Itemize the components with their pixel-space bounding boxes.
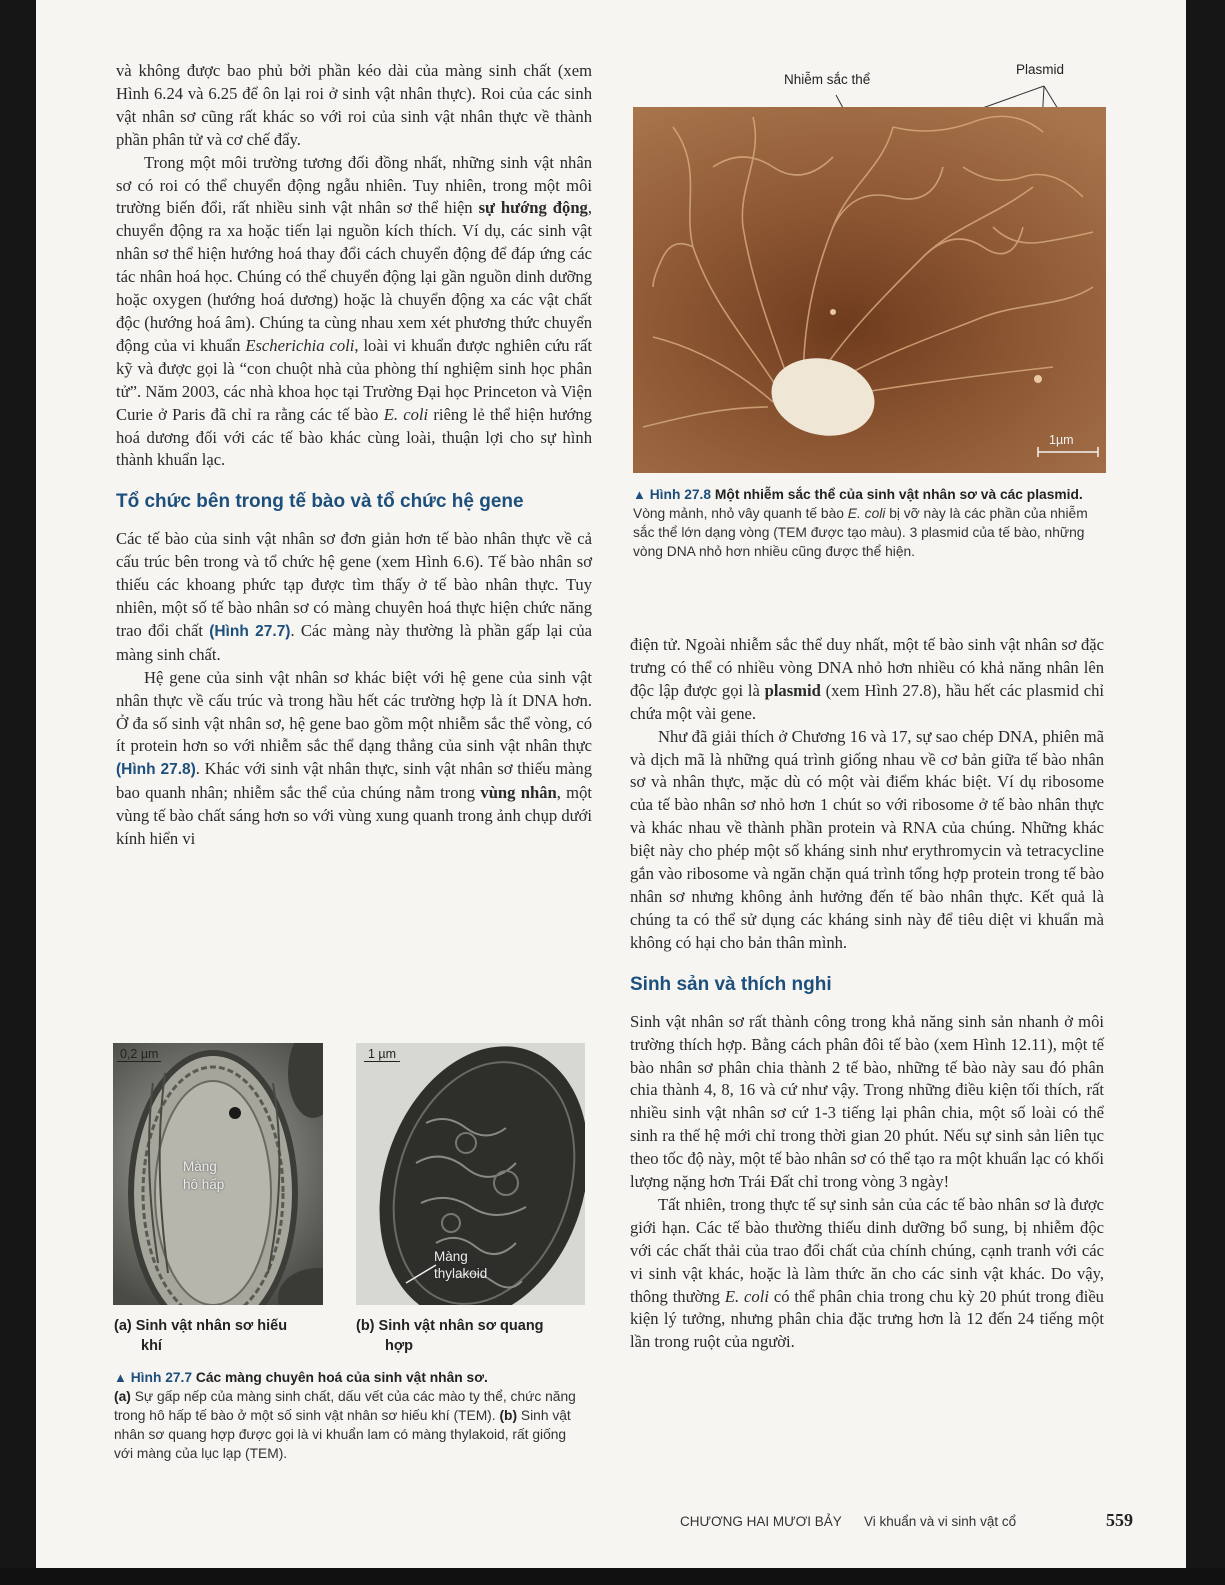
key-term: plasmid [764, 680, 821, 700]
label-chromosome: Nhiễm sắc thể [784, 72, 871, 87]
figure-caption-27-8: ▲ Hình 27.8 Một nhiễm sắc thể của sinh vật nhân sơ và các plasmid. Vòng mảnh, nhỏ vây quanh tế bào E. coli bị vỡ này là các phần của nhiễm sắc thể lớn dạng vòng (TEM được tạo màu). 3 plasmid của tế bào, những vòng DNA nhỏ hơn nhiều cũng được thể hiện. [633, 487, 1088, 559]
paragraph: Như đã giải thích ở Chương 16 và 17, sự sao chép DNA, phiên mã và dịch mã là những quá trình giống nhau về cơ bản giữa tế bào nhân sơ và nhân thực, mặc dù có một vài điểm khác biệt. Ví dụ ribosome của tế bào nhân sơ nhỏ hơn 1 chút so với ribosome ở tế bào nhân thực và khác nhau về thành phần protein và RNA của chúng. Những khác biệt này cho phép một số kháng sinh như erythromycin và tetracycline gắn vào ribosome và ngăn chặn quá trình tổng hợp protein trong tế bào nhân sơ nhưng không ảnh hưởng đến tế bào nhân thực. Kết quả là chúng ta có thể sử dụng các kháng sinh này để tiêu diệt vi khuẩn mà không có hại cho bản thân mình. [630, 726, 1104, 952]
scan-border-left [0, 0, 36, 1585]
figure-reference[interactable]: (Hình 27.7) [209, 622, 291, 640]
section-heading: Sinh sản và thích nghi [630, 973, 832, 995]
paragraph: Sinh vật nhân sơ rất thành công trong khả năng sinh sản nhanh ở môi trường thích hợp. Bằng cách phân đôi tế bào (xem Hình 12.11), một tế bào nhân sơ phân chia thành 2 tế bào, những tế bào này sau đó phân chia thành 4, 8, 16 và cứ như vậy. Trong những điều kiện tối thích, rất nhiều sinh vật nhân sơ cứ 1-3 tiếng lại phân chia, một số loài có thể sinh ra thế hệ mới chỉ trong thời gian 20 phút. Nếu sự sinh sản liên tục theo tốc độ này, một tế bào nhân sơ có thể tạo ra một khuẩn lạc có khối lượng nặng hơn Trái Đất chỉ trong vòng 3 ngày! [630, 1011, 1104, 1192]
section-heading: Tổ chức bên trong tế bào và tổ chức hệ gene [116, 491, 524, 513]
species-name: Escherichia coli [245, 335, 355, 355]
subfigure-label-b: (b) Sinh vật nhân sơ quang hợp [356, 1318, 544, 1354]
paragraph: Trong một môi trường tương đối đồng nhất, những sinh vật nhân sơ có roi có thể chuyển động ngẫu nhiên. Tuy nhiên, trong một môi trường biến đổi, rất nhiều sinh vật nhân sơ thể hiện sự hướng động, chuyển động ra xa hoặc tiến lại nguồn kích thích. Ví dụ, các sinh vật nhân sơ thể hiện hướng hoá thay đổi cách chuyển động để đáp ứng các tác nhân hoá học. Chúng có thể chuyển động lại gần nguồn dinh dưỡng hoặc oxygen (hướng hoá dương) hoặc là chuyển động xa các vật chất độc (hướng hoá âm). Chúng ta cùng nhau xem xét phương thức chuyển động của vi khuẩn Escherichia coli, loài vi khuẩn được nghiên cứu rất kỹ và được gọi là “con chuột nhà của phòng thí nghiệm sinh học phân tử”. Năm 2003, các nhà khoa học tại Trường Đại học Princeton và Viện Curie ở Paris đã chỉ ra rằng các tế bào E. coli riêng lẻ thể hiện hướng hoá dương đối với các tế bào khác cùng loài, thuận lợi cho sự hình thành khuẩn lạc. [116, 152, 593, 470]
book-page [36, 0, 1186, 1568]
paragraph: và không được bao phủ bởi phần kéo dài của màng sinh chất (xem Hình 6.24 và 6.25 để ôn lại roi ở sinh vật nhân thực). Roi của các sinh vật nhân sơ cũng rất khác so với roi của sinh vật nhân thực về thành phần phân tử và cơ chế đẩy. [116, 61, 592, 149]
scale-bar: 0,2 µm [117, 1047, 161, 1062]
micrograph-photosynthetic-prokaryote [356, 1043, 585, 1305]
micrograph-aerobic-prokaryote [113, 1043, 323, 1305]
key-term: vùng nhân [480, 783, 557, 803]
paragraph: điện tử. Ngoài nhiễm sắc thể duy nhất, một tế bào sinh vật nhân sơ đặc trưng có thể có nhiều vòng DNA nhỏ hơn nhiều có khả năng nhân lên độc lập được gọi là plasmid (xem Hình 27.8), hầu hết các plasmid chỉ chứa một vài gene. [630, 635, 1104, 723]
micrograph-chromosome-plasmids [633, 107, 1106, 473]
label-plasmid: Plasmid [1016, 62, 1065, 77]
caption-marker-icon: ▲ [114, 1370, 127, 1385]
footer-chapter: CHƯƠNG HAI MƯƠI BẢY [680, 1514, 842, 1529]
figure-reference[interactable]: (Hình 27.8) [116, 761, 196, 779]
page-number: 559 [1106, 1510, 1133, 1530]
paragraph: Tất nhiên, trong thực tế sự sinh sản của các tế bào nhân sơ là được giới hạn. Các tế bào thường thiếu dinh dưỡng bổ sung, bị nhiễm độc với các chất thải của trao đổi chất của chính chúng, cạnh tranh với các vi sinh vật khác, hoặc là làm thức ăn cho các sinh vật khác. Do vậy, thông thường E. coli có thể phân chia trong chu kỳ 20 phút trong điều kiện lý tưởng, nhưng phân chia đặc trưng hơn là 12 đến 24 tiếng một lần trong ruột của người. [630, 1194, 1104, 1352]
paragraph: Hệ gene của sinh vật nhân sơ khác biệt với hệ gene của sinh vật nhân thực về cấu trúc và trong hầu hết các trường hợp là ít DNA hơn. Ở đa số sinh vật nhân sơ, hệ gene bao gồm một nhiễm sắc thể vòng, có ít protein hơn so với nhiễm sắc thể dạng thẳng của sinh vật nhân thực (Hình 27.8). Khác với sinh vật nhân thực, sinh vật nhân sơ thiếu màng bao quanh nhân; nhiễm sắc thể của chúng nằm trong vùng nhân, một vùng tế bào chất sáng hơn so với vùng xung quanh trong ảnh chụp dưới kính hiển vi [116, 667, 592, 849]
scan-border-right [1186, 0, 1225, 1585]
scale-bar: 1µm [1049, 433, 1074, 447]
subfigure-label-a: (a) Sinh vật nhân sơ hiếu khí [114, 1318, 288, 1354]
scale-bar: 1 µm [364, 1047, 400, 1062]
footer-chapter-title: Vi khuẩn và vi sinh vật cổ [864, 1514, 1017, 1529]
paragraph: Các tế bào của sinh vật nhân sơ đơn giản hơn tế bào nhân thực về cả cấu trúc bên trong và tổ chức hệ gene (xem Hình 6.6). Tế bào nhân sơ thiếu các khoang phức tạp được tìm thấy ở tế bào nhân thực. Tuy nhiên, một số tế bào nhân sơ có màng chuyên hoá thực hiện chức năng trao đổi chất (Hình 27.7). Các màng này thường là phần gấp lại của màng sinh chất. [116, 529, 592, 664]
caption-marker-icon: ▲ [633, 487, 646, 502]
right-column [630, 634, 1104, 1354]
key-term: sự hướng động [478, 198, 588, 218]
left-column [116, 60, 592, 851]
label-thylakoid-membrane: Màng thylakoid [434, 1249, 488, 1281]
figure-caption-27-7: ▲ Hình 27.7 Các màng chuyên hoá của sinh vật nhân sơ. (a) Sự gấp nếp của màng sinh chất, dấu vết của các mào ty thể, chức năng trong hô hấp tế bào ở một số sinh vật nhân sơ hiếu khí (TEM). (b) Sinh vật nhân sơ quang hợp được gọi là vi khuẩn lam có màng thylakoid, rất giống với màng của lục lạp (TEM). [114, 1370, 576, 1461]
label-respiratory-membrane: Màng hô hấp [183, 1159, 225, 1192]
scan-border-bottom [0, 1568, 1225, 1585]
